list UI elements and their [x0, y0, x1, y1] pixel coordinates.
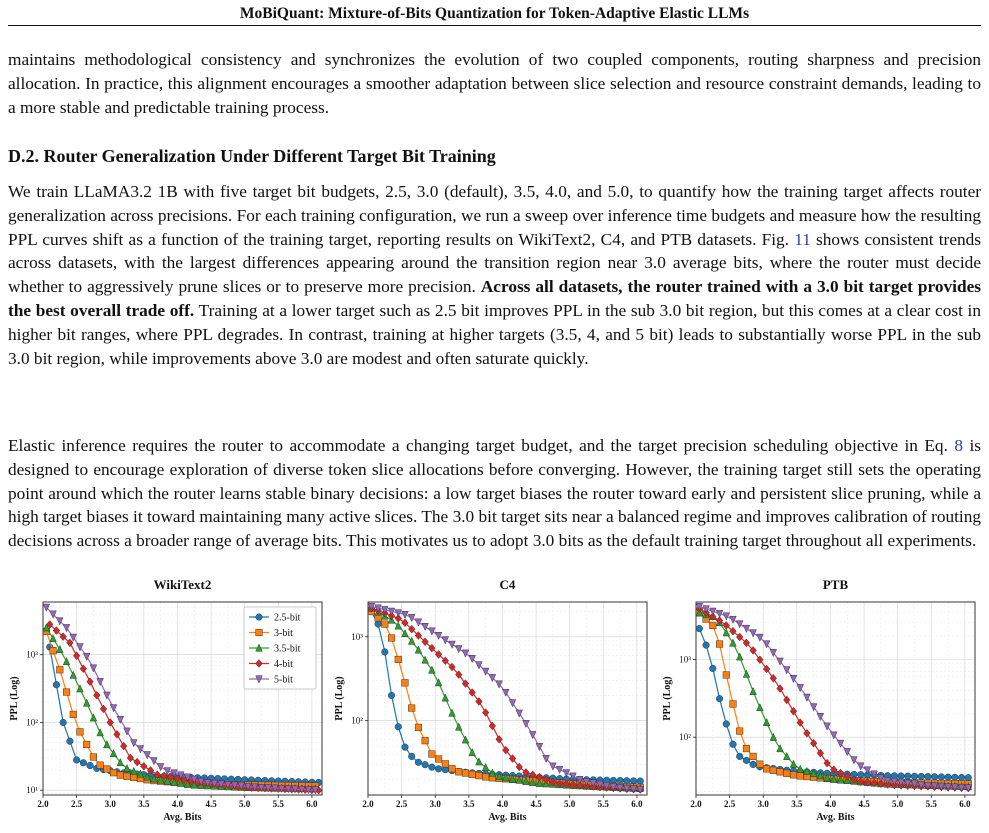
- legend-label: 4-bit: [274, 659, 293, 670]
- data-point: [743, 745, 750, 752]
- chart-legend: [244, 607, 316, 689]
- legend-label: 3-bit: [274, 628, 293, 639]
- x-axis-label: Avg. Bits: [163, 812, 202, 823]
- x-tick-label: 3.0: [104, 799, 116, 809]
- data-point: [925, 773, 932, 780]
- x-tick-label: 4.5: [858, 799, 870, 809]
- data-point: [489, 722, 496, 730]
- data-point: [965, 774, 972, 781]
- x-tick-label: 3.0: [429, 799, 441, 809]
- paragraph-continuation: maintains methodological consistency and synchronizes the evolution of two coupled components, routing sharpness and precision allocation. In practice, this alignment encourages a smoother adaptation between slice selection and resource constraint demands, leading to a more stable and predictable training process.: [8, 50, 981, 117]
- x-tick-label: 4.5: [530, 799, 542, 809]
- data-point: [736, 653, 743, 660]
- y-tick-label: 10³: [679, 654, 691, 665]
- chart-title: WikiText2: [153, 577, 212, 592]
- paragraph-text: Elastic inference requires the router to accommodate a changing target budget, and the target precision scheduling objective in Eq.: [8, 436, 955, 455]
- series-line: [371, 608, 640, 790]
- data-series: [696, 605, 972, 792]
- data-point: [402, 744, 409, 751]
- data-point: [797, 773, 804, 780]
- chart-title: C4: [499, 577, 516, 592]
- data-point: [442, 761, 449, 768]
- data-point: [77, 729, 84, 736]
- y-tick-label: 10²: [26, 717, 38, 728]
- x-axis-label: Avg. Bits: [488, 812, 527, 823]
- x-axis-label: Avg. Bits: [816, 812, 855, 823]
- data-point: [931, 773, 938, 780]
- data-point: [435, 632, 442, 639]
- data-point: [736, 728, 743, 735]
- data-point: [435, 679, 442, 686]
- data-point: [455, 645, 462, 652]
- data-point: [958, 774, 965, 781]
- data-point: [455, 769, 462, 776]
- data-point: [382, 621, 389, 628]
- data-point: [422, 737, 429, 744]
- data-point: [415, 759, 422, 766]
- data-point: [624, 777, 631, 784]
- chart-panel: [662, 577, 975, 823]
- data-point: [529, 731, 536, 738]
- data-point: [857, 771, 864, 778]
- paragraph-router-generalization: [8, 180, 981, 370]
- data-point: [408, 705, 415, 712]
- y-tick-label: 10²: [679, 732, 691, 743]
- y-tick-label: 10³: [26, 649, 38, 660]
- data-point: [83, 741, 90, 748]
- data-point: [911, 773, 918, 780]
- data-point: [757, 704, 764, 711]
- data-point: [918, 773, 925, 780]
- data-point: [723, 721, 730, 728]
- data-point: [124, 773, 131, 780]
- data-point: [57, 666, 64, 673]
- x-tick-label: 5.0: [564, 799, 576, 809]
- data-point: [73, 757, 80, 764]
- data-point: [462, 736, 469, 743]
- data-point: [50, 647, 57, 654]
- data-point: [710, 622, 717, 629]
- data-point: [402, 680, 409, 687]
- data-series: [696, 603, 972, 792]
- chart-panel: [334, 577, 647, 823]
- data-point: [469, 771, 476, 778]
- data-point: [141, 762, 148, 770]
- paragraph-text: is designed to encourage exploration of diverse token slice allocations before converging. However, the training target still sets the operating point around which the router learns stable binary decisions: a low target biases the router toward early and persistent slice pruning, while a high target biases it toward maintaining many active slices. The 3.0 bit target sits near a balanced regime and improves calibration of routing decisions across a broader range of average bits. This motivates us to adopt 3.0 bits as the default training target throughout all experiments.: [8, 436, 981, 551]
- data-point: [117, 772, 124, 779]
- data-point: [157, 764, 164, 771]
- data-point: [87, 762, 94, 769]
- data-point: [422, 761, 429, 768]
- x-tick-label: 6.0: [306, 799, 318, 809]
- data-point: [408, 753, 415, 760]
- data-point: [395, 622, 402, 629]
- paragraph-text: shows consistent trends across datasets, with the largest differences appearing around the transition region near 3.0 average bits, where the router must decide whether to aggressively prune slices or to preserve more precision.: [8, 229, 981, 297]
- data-point: [415, 724, 422, 731]
- data-point: [556, 766, 563, 773]
- data-point: [87, 678, 94, 686]
- y-axis-label: PPL (Log): [334, 676, 345, 721]
- x-tick-label: 6.0: [959, 799, 971, 809]
- legend-marker: [256, 629, 263, 636]
- data-point: [637, 778, 644, 785]
- x-tick-label: 5.0: [892, 799, 904, 809]
- data-point: [100, 705, 107, 713]
- paragraph-text: We train LLaMA3.2 1B with five target bit budgets, 2.5, 3.0 (default), 3.5, 4.0, and 5.0, to quantify how the training target affects router generalization across precisions. For each training configuration, we run a sweep over inference time budgets and measure how the resulting PPL curves shift as a function of the training target, reporting results on WikiText2, C4, and PTB datasets. Fig.: [8, 182, 981, 249]
- data-point: [83, 699, 90, 706]
- data-point: [134, 758, 141, 766]
- paragraph-text: Training at a lower target such as 2.5 bit improves PPL in the sub 3.0 bit region, but this comes at a clear cost in higher bit ranges, where PPL degrades. In contrast, training at higher targets (3.5, 4, and 5 bit) leads to substantially worse PPL in the sub 3.0 bit region, while improvements above 3.0 are modest and often saturate quickly.: [8, 300, 982, 368]
- data-point: [730, 616, 737, 623]
- data-point: [442, 637, 449, 644]
- data-point: [716, 695, 723, 702]
- data-point: [114, 730, 121, 738]
- data-point: [563, 770, 570, 777]
- data-point: [97, 729, 104, 736]
- x-tick-label: 4.0: [171, 799, 184, 809]
- data-point: [120, 742, 127, 750]
- data-point: [80, 759, 87, 766]
- data-point: [723, 672, 730, 679]
- data-point: [476, 772, 483, 779]
- data-point: [422, 623, 429, 630]
- data-point: [110, 769, 117, 776]
- x-tick-label: 3.5: [138, 799, 150, 809]
- x-tick-label: 5.5: [272, 799, 284, 809]
- data-point: [462, 770, 469, 777]
- data-point: [750, 630, 757, 637]
- data-point: [429, 628, 436, 635]
- data-point: [388, 635, 395, 642]
- data-point: [80, 665, 87, 673]
- data-point: [67, 738, 74, 745]
- data-point: [375, 621, 382, 628]
- data-point: [736, 753, 743, 760]
- data-point: [630, 778, 637, 785]
- data-point: [449, 765, 456, 772]
- data-point: [73, 652, 80, 660]
- data-point: [395, 723, 402, 730]
- data-point: [617, 777, 624, 784]
- legend-marker: [256, 614, 263, 621]
- data-point: [97, 678, 104, 685]
- data-point: [429, 751, 436, 758]
- x-tick-label: 4.5: [205, 799, 217, 809]
- data-point: [97, 762, 104, 769]
- data-point: [63, 689, 70, 696]
- paper-title: MoBiQuant: Mixture-of-Bits Quantization for Token-Adaptive Elastic LLMs: [239, 5, 750, 22]
- data-point: [442, 694, 449, 701]
- data-point: [104, 692, 111, 699]
- data-series: [696, 625, 972, 781]
- x-tick-label: 3.0: [757, 799, 769, 809]
- x-tick-label: 2.5: [395, 799, 408, 809]
- paragraph-elastic-inference: [8, 434, 981, 553]
- legend-label: 5-bit: [274, 674, 293, 686]
- x-tick-label: 3.5: [463, 799, 475, 809]
- figure-reference-link[interactable]: 11: [794, 229, 811, 249]
- data-point: [790, 772, 797, 779]
- data-point: [743, 625, 750, 632]
- equation-reference-link[interactable]: 8: [954, 436, 963, 455]
- data-point: [127, 754, 134, 762]
- legend-label: 3.5-bit: [274, 643, 301, 655]
- data-point: [777, 769, 784, 776]
- y-tick-label: 10³: [351, 631, 363, 642]
- data-point: [60, 719, 67, 726]
- series-line: [371, 606, 640, 789]
- y-axis-label: PPL (Log): [9, 676, 20, 721]
- paragraph-bold-claim: Across all datasets, the router trained with a 3.0 bit target provides the best overall trade off.: [8, 277, 981, 320]
- data-point: [107, 719, 114, 727]
- section-heading: D.2. Router Generalization Under Different Target Bit Training: [8, 146, 496, 166]
- data-point: [53, 681, 60, 688]
- data-point: [716, 641, 723, 648]
- data-point: [723, 613, 730, 620]
- x-tick-label: 2.0: [362, 799, 374, 809]
- data-point: [743, 757, 750, 764]
- data-point: [429, 764, 436, 771]
- data-point: [93, 691, 100, 699]
- data-point: [415, 619, 422, 626]
- legend-label: 2.5-bit: [274, 612, 301, 624]
- data-point: [945, 774, 952, 781]
- data-point: [449, 709, 456, 716]
- data-point: [408, 614, 415, 621]
- x-tick-label: 6.0: [631, 799, 643, 809]
- data-point: [763, 766, 770, 773]
- x-tick-label: 4.0: [824, 799, 837, 809]
- data-point: [104, 741, 111, 748]
- data-point: [130, 774, 137, 781]
- data-point: [757, 761, 764, 768]
- data-point: [90, 665, 97, 672]
- data-point: [482, 774, 489, 781]
- x-tick-label: 2.0: [37, 799, 49, 809]
- data-point: [710, 665, 717, 672]
- chart-panel: [9, 577, 322, 823]
- data-point: [750, 688, 757, 695]
- x-tick-label: 2.5: [723, 799, 736, 809]
- data-point: [90, 714, 97, 721]
- data-point: [736, 621, 743, 628]
- data-point: [904, 773, 911, 780]
- x-tick-label: 5.0: [239, 799, 251, 809]
- data-point: [70, 711, 77, 718]
- data-point: [388, 692, 395, 699]
- data-point: [536, 743, 543, 750]
- data-point: [938, 774, 945, 781]
- data-point: [696, 625, 703, 632]
- x-tick-label: 2.0: [690, 799, 702, 809]
- data-point: [382, 649, 389, 656]
- data-point: [730, 701, 737, 708]
- data-point: [730, 741, 737, 748]
- data-point: [469, 749, 476, 756]
- data-point: [395, 656, 402, 663]
- data-point: [90, 754, 97, 761]
- data-point: [435, 766, 442, 773]
- series-line: [371, 608, 640, 788]
- y-axis-label: PPL (Log): [662, 676, 673, 721]
- data-point: [703, 642, 710, 649]
- data-series: [368, 608, 644, 790]
- data-point: [402, 611, 409, 618]
- x-tick-label: 5.5: [597, 799, 609, 809]
- data-point: [750, 761, 757, 768]
- data-point: [550, 763, 557, 770]
- data-point: [857, 763, 864, 770]
- data-point: [783, 770, 790, 777]
- x-tick-label: 2.5: [70, 799, 83, 809]
- x-tick-label: 5.5: [925, 799, 937, 809]
- y-tick-label: 10¹: [26, 785, 38, 796]
- plot-frame: [696, 602, 975, 795]
- data-point: [898, 773, 905, 780]
- data-point: [763, 718, 770, 725]
- data-point: [104, 766, 111, 773]
- data-point: [435, 756, 442, 763]
- data-point: [77, 685, 84, 692]
- x-tick-label: 4.0: [496, 799, 509, 809]
- data-point: [770, 767, 777, 774]
- header-rule: [8, 25, 981, 26]
- chart-title: PTB: [822, 577, 849, 592]
- figure-ppl-charts: [0, 572, 989, 833]
- y-tick-label: 10²: [351, 715, 363, 726]
- x-tick-label: 3.5: [791, 799, 803, 809]
- data-point: [482, 763, 489, 770]
- data-point: [462, 650, 469, 657]
- data-point: [952, 774, 959, 781]
- running-header: [0, 0, 989, 27]
- data-point: [750, 753, 757, 760]
